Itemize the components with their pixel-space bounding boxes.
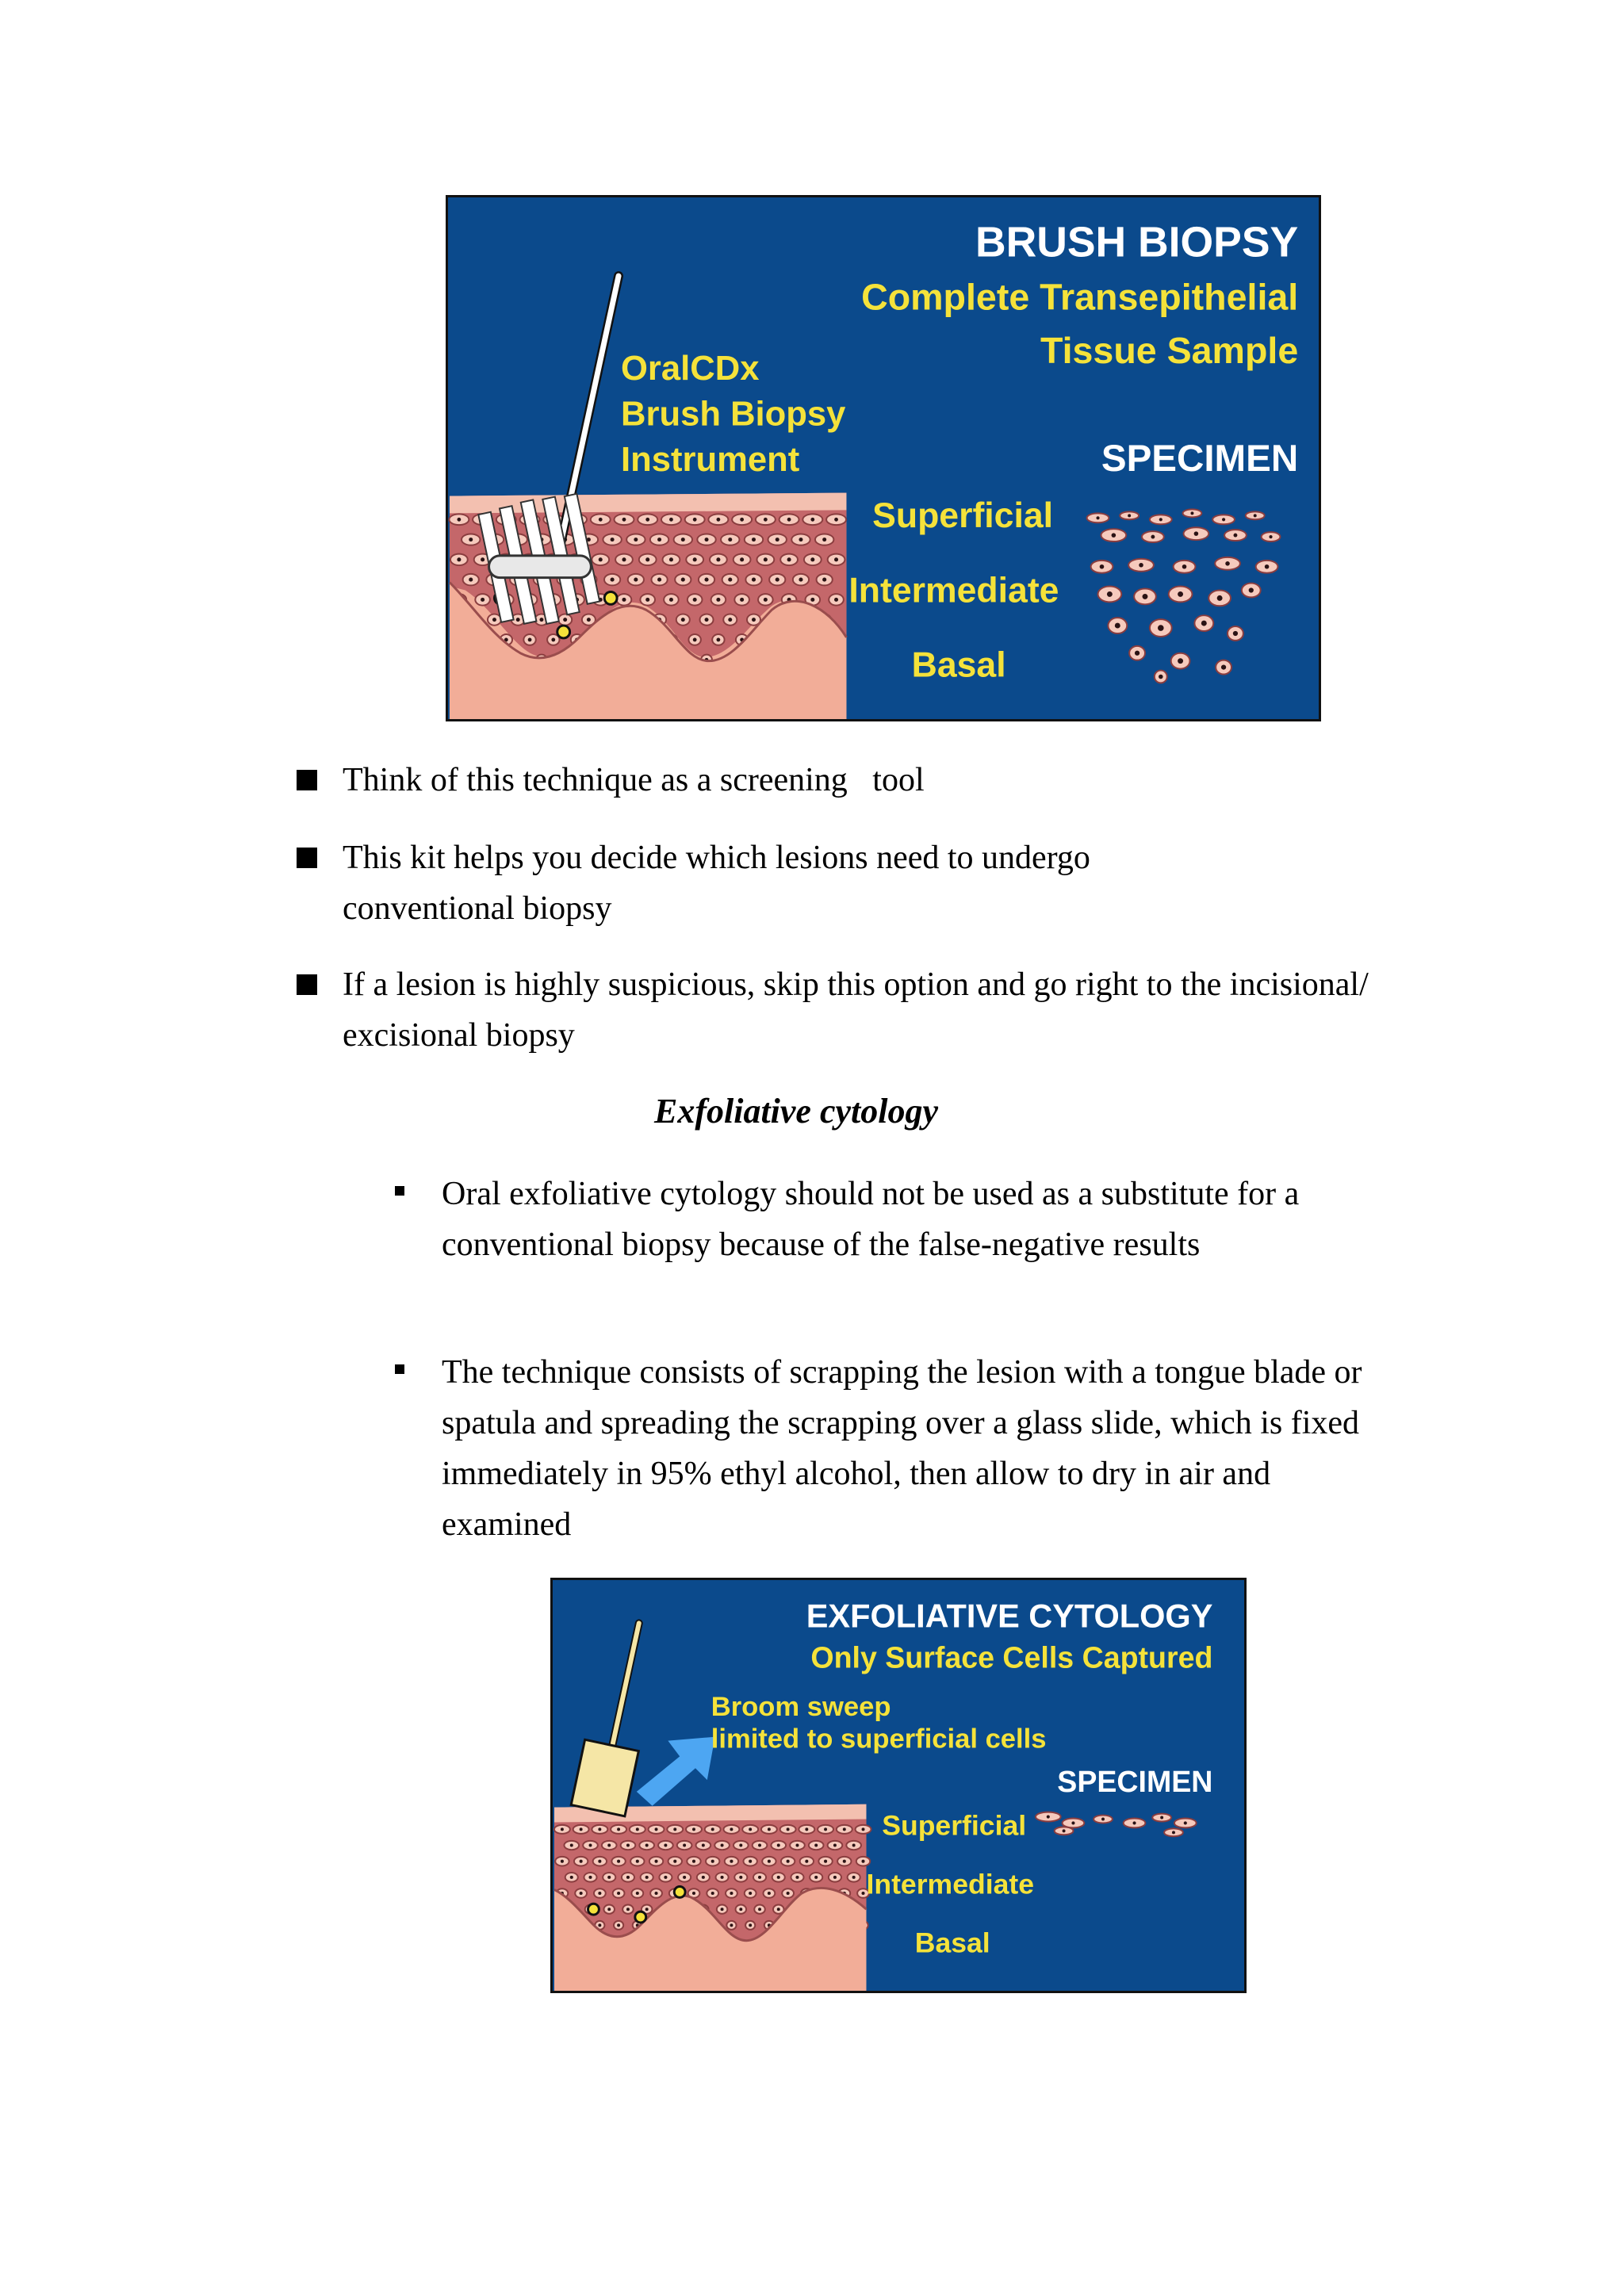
- brush-biopsy-subtitle-1: Complete Transepithelial: [861, 276, 1299, 318]
- sub-bullet-item-1: Oral exfoliative cytology should not be used as a substitute for a conventional biopsy because of the false-negative results: [442, 1176, 1300, 1263]
- layer-basal-label: Basal: [911, 645, 1006, 685]
- layer-basal-label: Basal: [914, 1927, 990, 1959]
- exfoliative-title: EXFOLIATIVE CYTOLOGY: [806, 1597, 1213, 1635]
- bullet-marker: [297, 974, 317, 995]
- bullet-item-3: If a lesion is highly suspicious, skip this option and go right to the incisional/ excisional biopsy: [343, 966, 1369, 1054]
- layer-superficial-label: Superficial: [872, 496, 1054, 536]
- sub-bullet-marker: [395, 1364, 404, 1374]
- section-heading: Exfoliative cytology: [654, 1092, 938, 1131]
- brush-biopsy-title: BRUSH BIOPSY: [975, 219, 1299, 266]
- instrument-label-1: OralCDx: [621, 349, 760, 388]
- bullet-marker: [297, 848, 317, 868]
- bullet-item-2: This kit helps you decide which lesions need to undergo conventional biopsy: [343, 840, 1090, 927]
- sub-bullet-item-2: The technique consists of scrapping the lesion with a tongue blade or spatula and spreading the scrapping over a glass slide, which is fixed immediately in 95% ethyl alcohol, then allow to dry in air and examined: [442, 1354, 1362, 1543]
- layer-intermediate-label: Intermediate: [866, 1868, 1035, 1900]
- sub-bullet-marker: [395, 1186, 404, 1196]
- exfoliative-cytology-figure: [550, 1578, 1247, 1993]
- brush-biopsy-subtitle-2: Tissue Sample: [1040, 330, 1299, 372]
- exfoliative-subtitle: Only Surface Cells Captured: [810, 1640, 1213, 1674]
- specimen-label: SPECIMEN: [1101, 437, 1299, 480]
- layer-intermediate-label: Intermediate: [848, 571, 1059, 610]
- tissue-cross-section: [554, 1804, 871, 1991]
- instrument-label-2: Brush Biopsy: [621, 395, 846, 434]
- layer-superficial-label: Superficial: [882, 1809, 1027, 1842]
- brush-biopsy-figure: [446, 195, 1321, 721]
- instrument-label-3: Instrument: [621, 440, 800, 479]
- specimen-label: SPECIMEN: [1057, 1764, 1213, 1798]
- bullet-item-1: Think of this technique as a screening tool: [343, 762, 925, 798]
- broom-sweep-label-1: Broom sweep: [710, 1692, 891, 1723]
- bullet-marker: [297, 770, 317, 790]
- broom-sweep-label-2: limited to superficial cells: [710, 1724, 1047, 1755]
